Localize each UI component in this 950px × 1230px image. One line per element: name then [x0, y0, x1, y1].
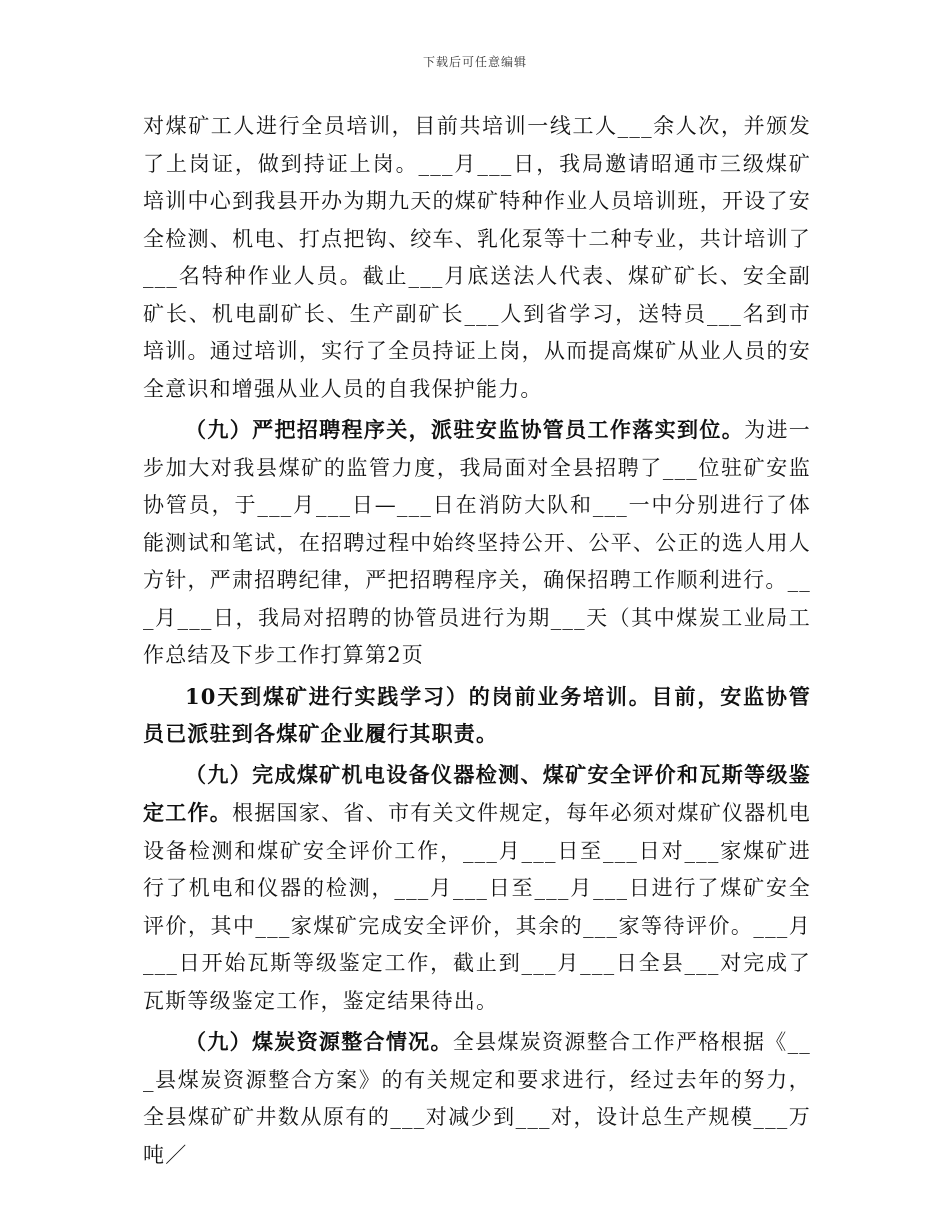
section-heading: （九）严把招聘程序关，派驻安监协管员工作落实到位。 [185, 417, 745, 442]
paragraph-equipment-inspection [143, 756, 811, 1021]
paragraph-body: 为进一步加大对我县煤矿的监管力度，我局面对全县招聘了___位驻矿安监协管员，于___月___日—___日在消防大队和___一中分别进行了体能测试和笔试，在招聘过程中始终坚持公开、公平、公正的选人用人方针，严肃招聘纪律，严把招聘程序关，确保招聘工作顺利进行。___月___日，我局对招聘的协管员进行为期___天（其中煤炭工业局工作总结及下步工作打算第2页 [143, 418, 812, 667]
document-body [143, 108, 811, 1174]
paragraph-training [143, 108, 811, 408]
paragraph-resource-integration [143, 1023, 811, 1174]
paragraph-body: 全县煤炭资源整合工作严格根据《___县煤炭资源整合方案》的有关规定和要求进行，经过去年的努力，全县煤矿矿井数从原有的___对减少到___对，设计总生产规模___万吨／ [143, 1030, 811, 1167]
section-heading: （九）完成煤矿机电设备仪器检测、煤矿安全评价和瓦斯等级鉴定工作。 [143, 761, 811, 825]
section-heading: （九）煤炭资源整合情况。 [185, 1029, 453, 1054]
page-header-note: 下载后可任意编辑 [422, 55, 527, 69]
paragraph-practice-training [143, 678, 811, 753]
paragraph-body: 根据国家、省、市有关文件规定，每年必须对煤矿仪器机电设备检测和煤矿安全评价工作，___月___日至___日对___家煤矿进行了机电和仪器的检测，___月___日至___月___日进行了煤矿安全评价，其中___家煤矿完成安全评价，其余的___家等待评价。___月___日开始瓦斯等级鉴定工作，截止到___月___日全县___对完成了瓦斯等级鉴定工作，鉴定结果待出。 [143, 801, 811, 1013]
paragraph-body: 10天到煤矿进行实践学习）的岗前业务培训。目前，安监协管员已派驻到各煤矿企业履行其职责。 [143, 683, 811, 746]
paragraph-recruitment [143, 411, 811, 675]
paragraph-body: 对煤矿工人进行全员培训，目前共培训一线工人___余人次，并颁发了上岗证，做到持证上岗。___月___日，我局邀请昭通市三级煤矿培训中心到我县开办为期九天的煤矿特种作业人员培训班，开设了安全检测、机电、打点把钩、绞车、乳化泵等十二种专业，共计培训了___名特种作业人员。截止___月底送法人代表、煤矿矿长、安全副矿长、机电副矿长、生产副矿长___人到省学习，送特员___名到市培训。通过培训，实行了全员持证上岗，从而提高煤矿从业人员的安全意识和增强从业人员的自我保护能力。 [143, 114, 811, 401]
